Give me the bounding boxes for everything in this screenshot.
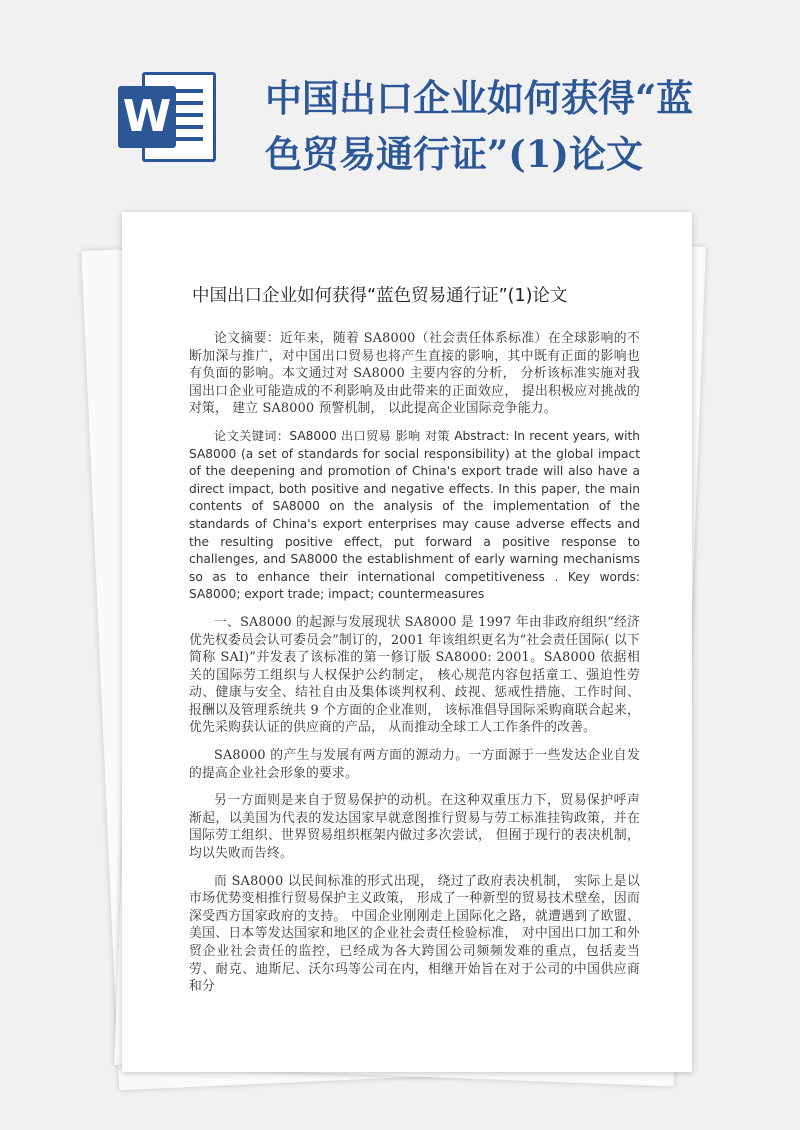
header	[0, 0, 800, 200]
keywords-abstract-en-paragraph: 论文关键词：SA8000 出口贸易 影响 对策 Abstract: In recent years, with SA8000 (a set of standards for social responsibility) at the global impact of the deepening and promotion of China's export trade will also have a direct impact, both positive and negative effects. In this paper, the main contents of SA8000 on the analysis of the implementation of the standards of China's export enterprises may cause adverse effects and the resulting positive effect, put forward a positive response to challenges, and SA8000 the establishment of early warning mechanisms so as to enhance their international competitiveness . Key words: SA8000; export trade; impact; countermeasures	[189, 428, 640, 602]
trade-protection-paragraph: 另一方面则是来自于贸易保护的动机。在这种双重压力下，贸易保护呼声渐起，以美国为代表的发达国家早就意图推行贸易与劳工标准挂钩政策，并在国际劳工组织、世界贸易组织框架内做过多次尝试， 但囿于现行的表决机制，均以失败而告终。	[189, 793, 640, 862]
document-page	[122, 212, 692, 1072]
document-title: 中国出口企业如何获得“蓝色贸易通行证”(1)论文	[192, 286, 568, 306]
section-one-paragraph: 一、SA8000 的起源与发展现状 SA8000 是 1997 年由非政府组织“经济优先权委员会认可委员会”制订的，2001 年该组织更名为“社会责任国际( 以下简称 SAI)”并发表了该标准的第一修订版 SA8000: 2001。SA8000 依据相关的国际劳工组织与人权保护公约制定， 核心规范内容包括童工、强迫性劳动、健康与安全、结社自由及集体谈判权利、歧视、惩戒性措施、工作时间、报酬以及管理系统共 9 个方面的企业准则， 该标准倡导国际采购商联合起来， 优先采购获认证的供应商的产品， 从而推动全球工人工作条件的改善。	[189, 614, 640, 736]
word-document-icon	[118, 72, 218, 162]
abstract-cn-paragraph: 论文摘要：近年来，随着 SA8000（社会责任体系标准）在全球影响的不断加深与推广，对中国出口贸易也将产生直接的影响，其中既有正面的影响也有负面的影响。本文通过对 SA8000 主要内容的分析， 分析该标准实施对我国出口企业可能造成的不利影响及由此带来的正面效应， 提出积极应对挑战的对策， 建立 SA8000 预警机制， 以此提高企业国际竞争能力。	[189, 331, 640, 417]
sa8000-standard-paragraph: 而 SA8000 以民间标准的形式出现， 绕过了政府表决机制， 实际上是以市场优势变相推行贸易保护主义政策， 形成了一种新型的贸易技术壁垒，因而深受西方国家政府的支持。 中国企业刚刚走上国际化之路，就遭遇到了欧盟、美国、日本等发达国家和地区的企业社会责任检验标准， 对中国出口加工和外贸企业社会责任的监控，已经成为各大跨国公司频频发难的重点，包括麦当劳、耐克、迪斯尼、沃尔玛等公司在内，相继开始旨在对于公司的中国供应商和分	[189, 873, 640, 995]
word-badge: W	[118, 86, 176, 148]
document-body	[189, 330, 640, 1006]
header-title: 中国出口企业如何获得“蓝色贸易通行证”(1)论文	[265, 76, 694, 176]
origin-paragraph: SA8000 的产生与发展有两方面的源动力。一方面源于一些发达企业自发的提高企业社会形象的要求。	[189, 748, 640, 781]
